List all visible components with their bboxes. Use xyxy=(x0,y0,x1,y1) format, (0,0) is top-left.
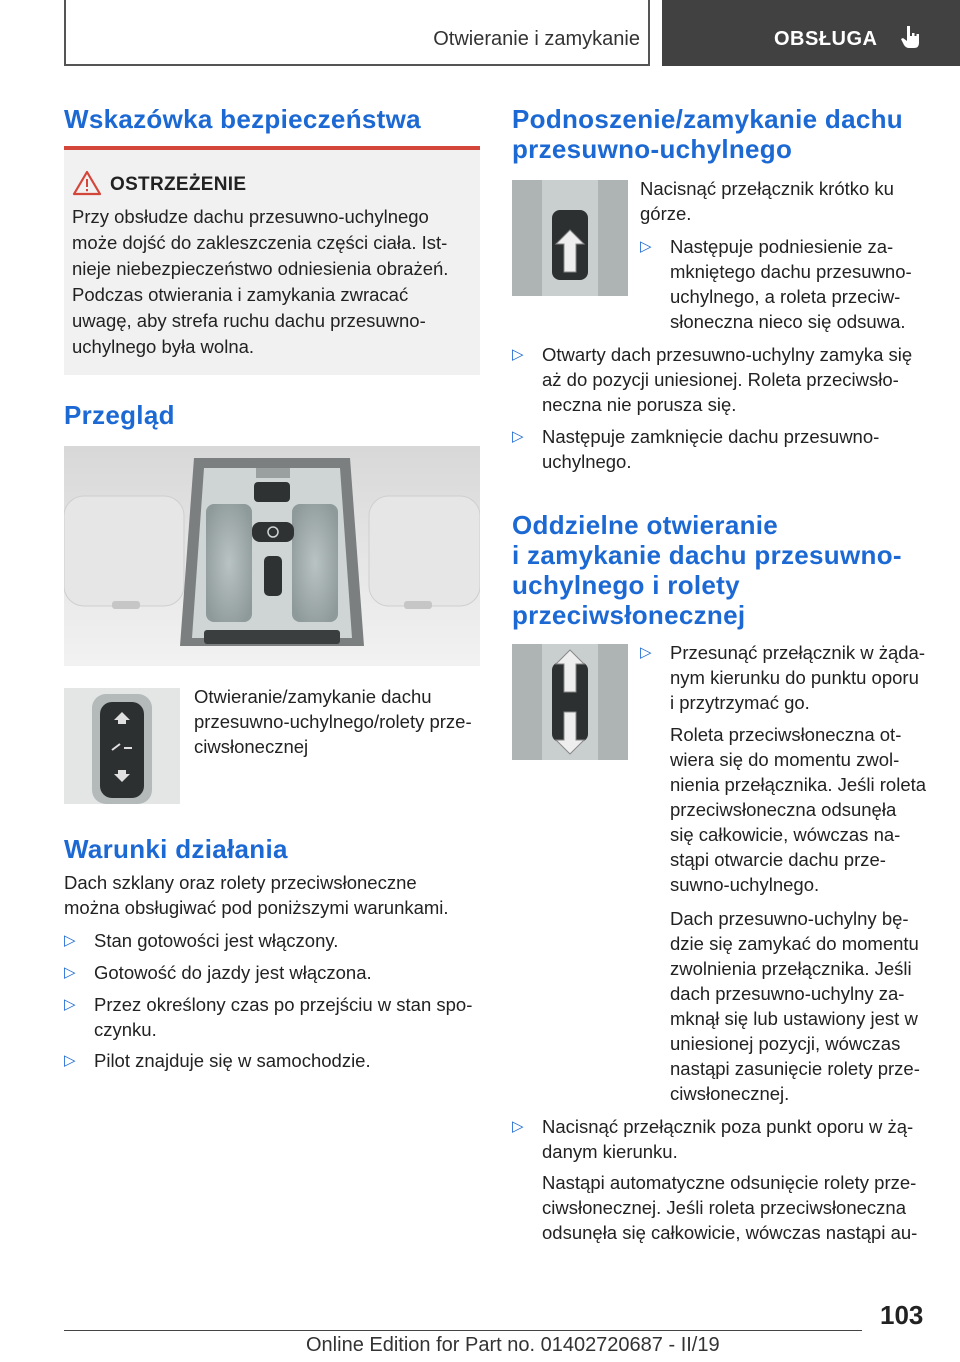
roof-console-image xyxy=(64,446,480,666)
list-item: ▷ Otwarty dach przesuwno-uchylny zamyka się aż do pozycji uniesionej. Roleta przeciwsło- neczna nie porusza się. xyxy=(512,344,913,415)
conditions-heading: Warunki działania xyxy=(64,834,288,864)
sun-blind-open-paragraph: Roleta przeciwsłoneczna ot- wiera się do momentu zwol- nienia przełącznika. Jeśli roleta przeciwsłoneczna odsunęła się całkowicie, wówczas na- stąpi otwarcie dachu prze- suwno-uchylnego. xyxy=(670,724,927,895)
switch-up-image xyxy=(512,180,628,296)
header-separator xyxy=(648,0,650,66)
bullet-marker-icon: ▷ xyxy=(512,1118,524,1135)
warning-box xyxy=(64,150,480,375)
warning-text: Przy obsłudze dachu przesuwno-uchylnego może dojść do zakleszczenia części ciała. Ist- nieje niebezpieczeństwo odniesienia obrażeń. Podczas otwierania i zamykania zwracać uwagę, aby strefa ruchu dachu przesuwno- uchylnego była wolna. xyxy=(72,206,449,357)
bullet-marker-icon: ▷ xyxy=(512,346,524,363)
footer-rule xyxy=(64,1330,862,1331)
bullet-marker-icon: ▷ xyxy=(640,644,652,661)
bullet-marker-icon: ▷ xyxy=(64,996,76,1013)
list-item: ▷ Następuje zamknięcie dachu przesuwno- uchylnego. xyxy=(512,426,880,472)
bullet-marker-icon: ▷ xyxy=(64,932,76,949)
lift-intro: Nacisnąć przełącznik krótko ku górze. xyxy=(640,178,894,224)
safety-heading: Wskazówka bezpieczeństwa xyxy=(64,104,421,134)
bullet-marker-icon: ▷ xyxy=(64,964,76,981)
edition-note: Online Edition for Part no. 01402720687 - II/19 xyxy=(306,1334,720,1356)
bullet-marker-icon: ▷ xyxy=(640,238,652,255)
overview-heading: Przegląd xyxy=(64,400,175,430)
list-item: ▷ Pilot znajduje się w samochodzie. xyxy=(64,1050,371,1071)
bullet-marker-icon: ▷ xyxy=(64,1052,76,1069)
section-title: Otwieranie i zamykanie xyxy=(433,28,640,50)
bullet-marker-icon: ▷ xyxy=(512,428,524,445)
chapter-tab-label: OBSŁUGA xyxy=(774,28,878,50)
warning-triangle-icon xyxy=(72,170,102,196)
warning-label: OSTRZEŻENIE xyxy=(110,174,247,195)
list-item: ▷ Nacisnąć przełącznik poza punkt oporu w żą- danym kierunku. xyxy=(512,1116,914,1162)
hand-pointer-icon xyxy=(898,24,924,50)
separate-heading: Oddzielne otwieranie i zamykanie dachu przesuwno- uchylnego i rolety przeciwsłonecznej xyxy=(512,510,902,630)
lift-heading: Podnoszenie/zamykanie dachu przesuwno-uchylnego xyxy=(512,104,903,164)
list-item: ▷ Gotowość do jazdy jest włączona. xyxy=(64,962,372,983)
list-item: ▷ Stan gotowości jest włączony. xyxy=(64,930,339,951)
header-rule-bottom xyxy=(64,64,650,66)
chapter-tab xyxy=(662,0,960,66)
list-item: ▷ Przesunąć przełącznik w żąda- nym kierunku do punktu oporu i przytrzymać go. xyxy=(640,642,925,713)
conditions-intro: Dach szklany oraz rolety przeciwsłoneczne można obsługiwać pod poniższymi warunkami. xyxy=(64,872,449,918)
list-item: ▷ Przez określony czas po przejściu w stan spo- czynku. xyxy=(64,994,473,1040)
switch-caption: Otwieranie/zamykanie dachu przesuwno-uchylnego/rolety prze- ciwsłonecznej xyxy=(194,686,472,757)
roof-switch-image xyxy=(64,688,180,804)
auto-open-paragraph: Nastąpi automatyczne odsunięcie rolety prze- ciwsłonecznej. Jeśli roleta przeciwsłoneczna odsunęła się całkowicie, wówczas nastąpi au- xyxy=(542,1172,918,1243)
list-item: ▷ Następuje podniesienie za- mkniętego dachu przesuwno- uchylnego, a roleta przeciw- słoneczna nieco się odsuwa. xyxy=(640,236,912,332)
header-rule-left xyxy=(64,0,66,66)
page-number: 103 xyxy=(880,1300,924,1330)
switch-updown-image xyxy=(512,644,628,760)
roof-close-paragraph: Dach przesuwno-uchylny bę- dzie się zamykać do momentu zwolnienia przełącznika. Jeśli dach przesuwno-uchylny za- mknął się lub ustawiony jest w uniesionej pozycji, wówczas nastąpi zasunięcie rolety prze- ciwsłonecznej. xyxy=(670,908,920,1104)
